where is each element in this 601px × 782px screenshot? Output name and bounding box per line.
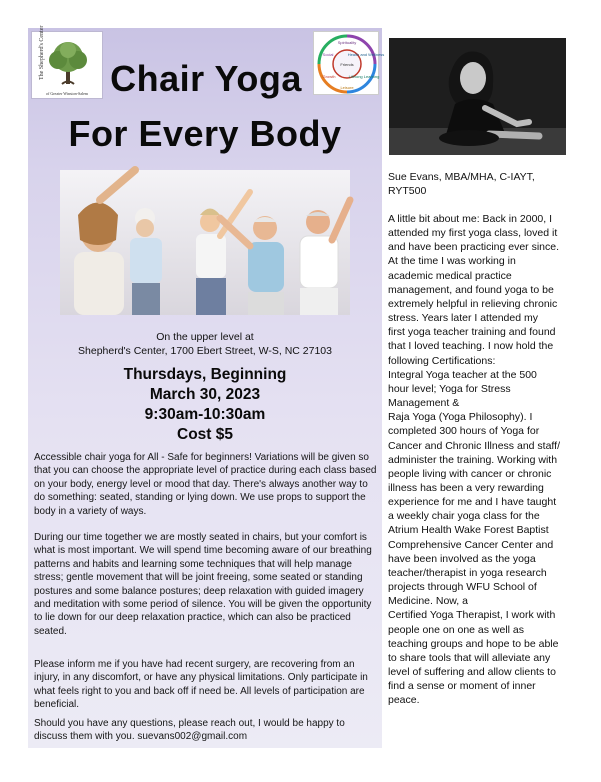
description-paragraph-2: During our time together we are mostly seated in chairs, but your comfort is what is most important. We will spend time becoming aware of our breathing patterns and habits and learning some techniques that will help manage stress; gentle movement that will be joint freeing, some seated or standing postures and some balance postures; deep relaxation with guided imagery and meditation with some period of silence. You will be given the opportunity to lie down for our deep relaxation practice, which can also be practiced seated.: [34, 532, 372, 637]
bio-line: and have been practicing ever since.: [388, 241, 560, 254]
bio-line: Medicine. Now, a: [388, 595, 468, 608]
class-cost: Cost $5: [177, 426, 233, 443]
wheel-word-4: Leisure: [340, 85, 354, 90]
bio-line: Comprehensive Cancer Center and: [388, 538, 554, 551]
instructor-name-line2: RYT500: [388, 185, 427, 198]
bio-line: attended my first yoga class, loved it: [388, 227, 558, 240]
bio-line: people living with cancer or chronic: [388, 467, 552, 480]
schedule-time: 9:30am-10:30am: [144, 406, 266, 423]
bio-line: completed 300 hours of Yoga for: [388, 425, 540, 438]
bio-line: following Certifications:: [388, 354, 496, 367]
bio-line: teaching groups and hope to be able: [388, 637, 559, 650]
bio-line: first yoga teacher training and found: [388, 326, 556, 339]
instructor-portrait: [389, 38, 566, 155]
bio-line: illness has been a very rewarding: [388, 481, 544, 494]
wheel-word-6: Social: [322, 52, 334, 57]
bio-line: administer the training. Working with: [388, 453, 558, 466]
bio-line: Atrium Health Wake Forest Baptist: [388, 524, 549, 537]
location-line2: Shepherd's Center, 1700 Ebert Street, W-S, NC 27103: [78, 345, 332, 357]
bio-line: Integral Yoga teacher at the 500: [388, 368, 537, 381]
wheel-word-7: Friends: [340, 62, 354, 67]
bio-line: find a sense or moment of inner: [388, 680, 536, 693]
bio-line: experience for me and I have taught: [388, 496, 557, 509]
instructor-bio: [388, 212, 596, 707]
description-paragraph-1: Accessible chair yoga for All - Safe for beginners! Variations will be given so that you can choose the appropriate level of practice during each class based on your body, energy level or mood that day. There's always another way to do something: seated, standing or lying down. We use props to support the body in a variety of ways.: [34, 452, 377, 517]
bio-line: Raja Yoga (Yoga Philosophy). I: [388, 411, 533, 424]
bio-line: have been involved as the yoga: [388, 552, 536, 565]
bio-line: academic medical practice: [388, 269, 512, 282]
wheel-word-5: Growth: [322, 74, 336, 79]
bio-line: projects through WFU School of: [388, 581, 537, 594]
wheel-word-2: Health and Wellness: [347, 52, 385, 57]
bio-line: people one on one as well as: [388, 623, 525, 636]
bio-line: level of suffering and allow clients to: [388, 666, 556, 678]
bio-line: At the time I was working in: [388, 255, 516, 268]
bio-line: a weekly chair yoga class for the: [388, 510, 540, 523]
logo-left-subtitle: of Greater Winston-Salem: [46, 91, 88, 96]
bio-line: peace.: [388, 694, 420, 707]
schedule-day: Thursdays, Beginning: [123, 366, 287, 383]
chair-yoga-class-photo: [60, 170, 350, 315]
bio-line: A little bit about me: Back in 2000, I: [388, 213, 553, 225]
wheel-word-1: Spirituality: [337, 40, 357, 45]
bio-line: Cancer and Chronic Illness and staff/: [388, 439, 560, 452]
flyer-title-line1: Chair Yoga: [110, 58, 302, 99]
instructor-name-line1: Sue Evans, MBA/MHA, C-IAYT,: [388, 171, 535, 183]
bio-line: stress. Years later I attended my: [388, 312, 538, 325]
location-line1: On the upper level at: [156, 331, 254, 343]
bio-line: Management &: [388, 397, 460, 410]
bio-line: to share tools that will alleviate any: [388, 651, 551, 664]
description-paragraph-3: Please inform me if you have had recent surgery, are recovering from an injury, in any discomfort, or have any physical limitations. Only participate in what feels right to you and back off if need be. All levels of participation are beneficial.: [34, 659, 368, 711]
flyer-title-line2: For Every Body: [68, 113, 342, 154]
bio-line: hour level; Yoga for Stress: [388, 382, 511, 395]
bio-line: Certified Yoga Therapist, I work with: [388, 609, 556, 622]
bio-line: extremely helpful in relieving chronic: [388, 297, 558, 310]
wheel-word-3: Lifelong Learning: [348, 74, 380, 79]
logo-left-vertical-text: The Shepherd's Center: [39, 25, 45, 80]
contact-paragraph: Should you have any questions, please reach out, I would be happy to discuss them with you. suevans002@gmail.com: [34, 718, 345, 743]
bio-line: management, and found yoga to be: [388, 283, 554, 296]
bio-line: teacher/therapist in yoga research: [388, 566, 547, 579]
instructor-name: [388, 170, 588, 198]
schedule-start-date: March 30, 2023: [149, 386, 261, 403]
bio-line: that I loved teaching. I now hold the: [388, 340, 554, 353]
